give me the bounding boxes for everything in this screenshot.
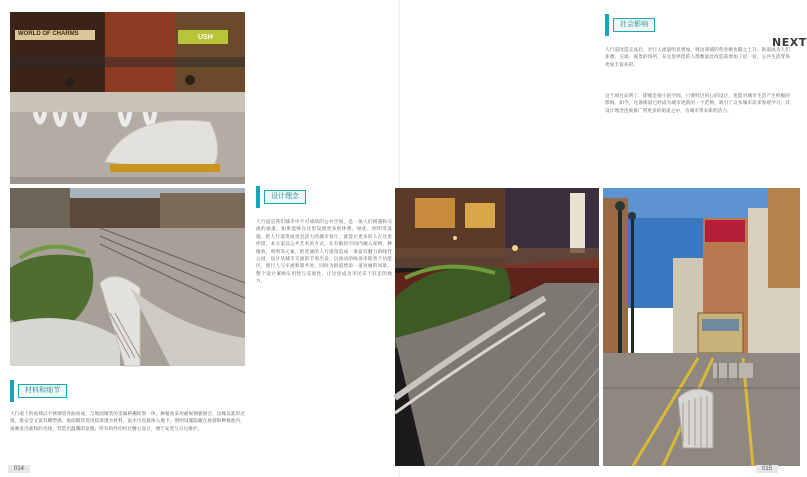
material-paragraph: 人行道上的座椅以不锈钢管弯曲而成，与地面铺装的金属格栅浑然一体。种植池采用耐候钢板围合，边缘以弧形过渡，既安全又富有雕塑感。地面铺装选用防滑透水材料，雨水可直接渗入地下。照明设施隐藏在座椅和种植池内，夜晚发出柔和的光线，营造出温馨的氛围。所有构件均经过精心设计，便于安装与日后维护。	[10, 411, 245, 431]
section-title-impact: 社会影响	[613, 18, 655, 32]
tag-bar	[10, 380, 14, 402]
tag-bar	[256, 186, 260, 208]
tag-bar	[605, 14, 609, 36]
impact-paragraph-1: 人行道改造完成后，步行人流量明显增加，周边商铺的营业额也随之上升。街道成为人们休憩、交谈、观景的场所，在这里停留的人群数量比改造前增加了近一倍，公共生活变得更加丰富多彩。	[605, 47, 790, 67]
next-label: NEXT	[772, 36, 807, 49]
section-tag-material	[10, 380, 67, 402]
section-tag-design	[256, 186, 306, 208]
section-title-design: 设计理念	[264, 190, 306, 204]
photo-night-sidewalk	[395, 188, 599, 466]
photo-storefront-bench	[10, 12, 245, 184]
storefront-sign-2: USH	[198, 34, 213, 41]
right-page	[400, 0, 807, 477]
design-paragraph: 人行道是我们城市中不可或缺的公共空间，是一条人们相遇和交流的通道。如果能够在这里设置更多的休憩、绿化、照明等设施，把人行道变成更具活力的城市客厅，就能让更多的人在这里停留。本方案以公共艺术的方式，在有限的空间内融入座椅、种植池、照明等元素，把普通的人行道改造成一条富有魅力的线性公园。设计从城市交通的节奏出发，以流动的线条串联各个功能区，使行人与车流和谐共处，同时为街道增添一道亮丽的风景。整个设计兼顾实用性与美观性，让这里成为市民乐于驻足的地方。	[256, 219, 392, 284]
storefront-sign: WORLD OF CHARMS	[18, 31, 79, 37]
page-number-left: 014	[8, 465, 30, 473]
impact-paragraph-2: 这个项目证明了，即使是很小的空间，只要经过用心的设计，也能对城市生活产生积极的影响。如今，这条街道已经成为城市更新的一个范例，吸引了众多城市前来参观学习，其设计理念也被推广到更多的街道之中，为城市带来新的活力。	[605, 93, 790, 113]
page-number-right: 015	[756, 465, 778, 473]
section-tag-impact	[605, 14, 655, 36]
photo-cable-car-street	[603, 188, 800, 466]
left-page	[0, 0, 400, 477]
photo-planter-rails	[10, 188, 245, 366]
section-title-material: 材料和细节	[18, 384, 67, 398]
